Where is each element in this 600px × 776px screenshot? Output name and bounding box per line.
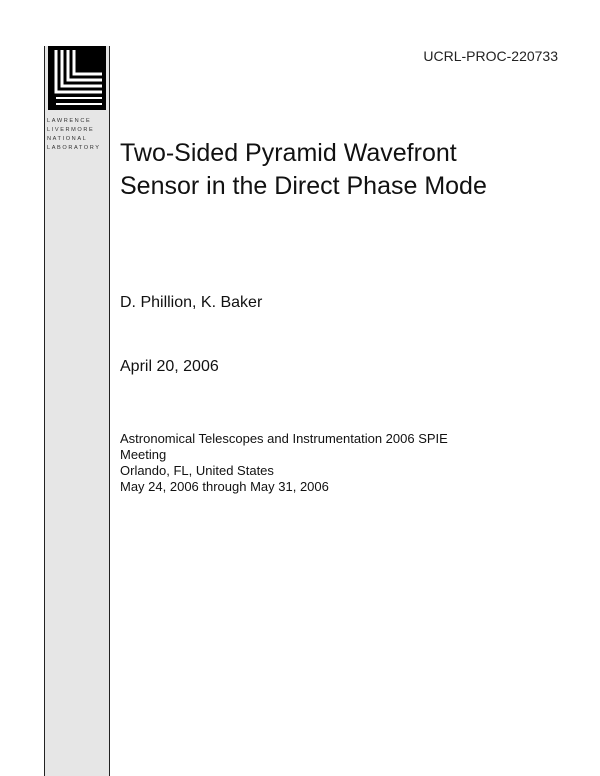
left-sidebar-band (44, 46, 110, 776)
publication-date: April 20, 2006 (120, 358, 219, 375)
conference-line: Meeting (120, 447, 167, 462)
authors: D. Phillion, K. Baker (120, 294, 263, 311)
lab-name-line: LABORATORY (47, 145, 101, 151)
document-title (120, 137, 580, 203)
conference-dates: May 24, 2006 through May 31, 2006 (120, 479, 329, 494)
lab-name-block (47, 117, 109, 153)
lab-name-line: LIVERMORE (47, 127, 95, 133)
llnl-logo-icon (48, 46, 106, 110)
lab-name-line: NATIONAL (47, 136, 88, 142)
lab-name-line: LAWRENCE (47, 118, 92, 124)
title-line-1: Two-Sided Pyramid Wavefront (120, 139, 457, 167)
report-number: UCRL-PROC-220733 (423, 48, 558, 64)
conference-line: Astronomical Telescopes and Instrumentation 2006 SPIE (120, 431, 448, 446)
title-line-2: Sensor in the Direct Phase Mode (120, 172, 487, 200)
conference-info (120, 431, 560, 495)
conference-location: Orlando, FL, United States (120, 463, 274, 478)
